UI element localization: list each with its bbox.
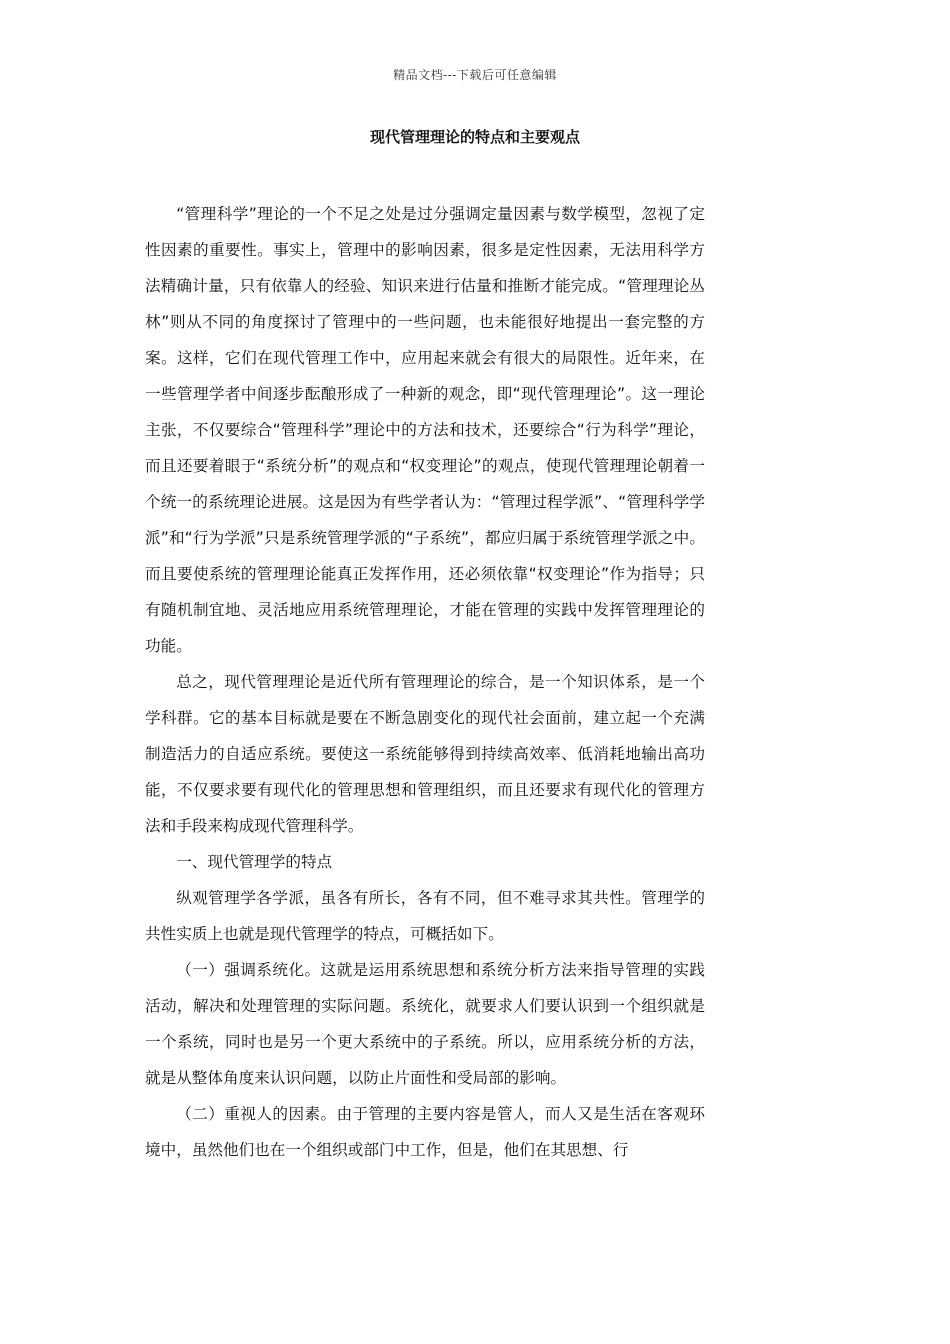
paragraph-overview: 纵观管理学各学派，虽各有所长，各有不同，但不难寻求其共性。管理学的共性实质上也就是现代管理学的特点，可概括如下。 — [145, 889, 705, 943]
page-title: 现代管理理论的特点和主要观点 — [369, 128, 580, 146]
document-body — [145, 196, 705, 1168]
paragraph-intro: “管理科学”理论的一个不足之处是过分强调定量因素与数学模型，忽视了定性因素的重要性。事实上，管理中的影响因素，很多是定性因素，无法用科学方法精确计量，只有依靠人的经验、知识来进行估量和推断才能完成。“管理理论丛林”则从不同的角度探讨了管理中的一些问题，也未能很好地提出一套完整的方案。这样，它们在现代管理工作中，应用起来就会有很大的局限性。近年来，在一些管理学者中间逐步酝酿形成了一种新的观念，即“现代管理理论”。这一理论主张，不仅要综合“管理科学”理论中的方法和技术，还要综合“行为科学”理论，而且还要着眼于“系统分析”的观点和“权变理论”的观点，使现代管理理论朝着一个统一的系统理论进展。这是因为有些学者认为：“管理过程学派”、“管理科学学派”和“行为学派”只是系统管理学派的“子系统”，都应归属于系统管理学派之中。而且要使系统的管理理论能真正发挥作用，还必须依靠“权变理论”作为指导；只有随机制宜地、灵活地应用系统管理理论，才能在管理的实践中发挥管理理论的功能。 — [145, 205, 705, 655]
section-heading: 一、现代管理学的特点 — [176, 853, 333, 871]
paragraph-human-factor: （二）重视人的因素。由于管理的主要内容是管人，而人又是生活在客观环境中，虽然他们也在一个组织或部门中工作，但是，他们在其思想、行 — [145, 1105, 705, 1159]
paragraph-systematization: （一）强调系统化。这就是运用系统思想和系统分析方法来指导管理的实践活动，解决和处理管理的实际问题。系统化，就要求人们要认识到一个组织就是一个系统，同时也是另一个更大系统中的子系统。所以，应用系统分析的方法，就是从整体角度来认识问题，以防止片面性和受局部的影响。 — [145, 961, 705, 1087]
header-note: 精品文档---下载后可任意编辑 — [393, 68, 557, 82]
paragraph-summary: 总之，现代管理理论是近代所有管理理论的综合，是一个知识体系，是一个学科群。它的基本目标就是要在不断急剧变化的现代社会面前，建立起一个充满制造活力的自适应系统。要使这一系统能够得到持续高效率、低消耗地输出高功能，不仅要求要有现代化的管理思想和管理组织，而且还要求有现代化的管理方法和手段来构成现代管理科学。 — [145, 673, 705, 835]
